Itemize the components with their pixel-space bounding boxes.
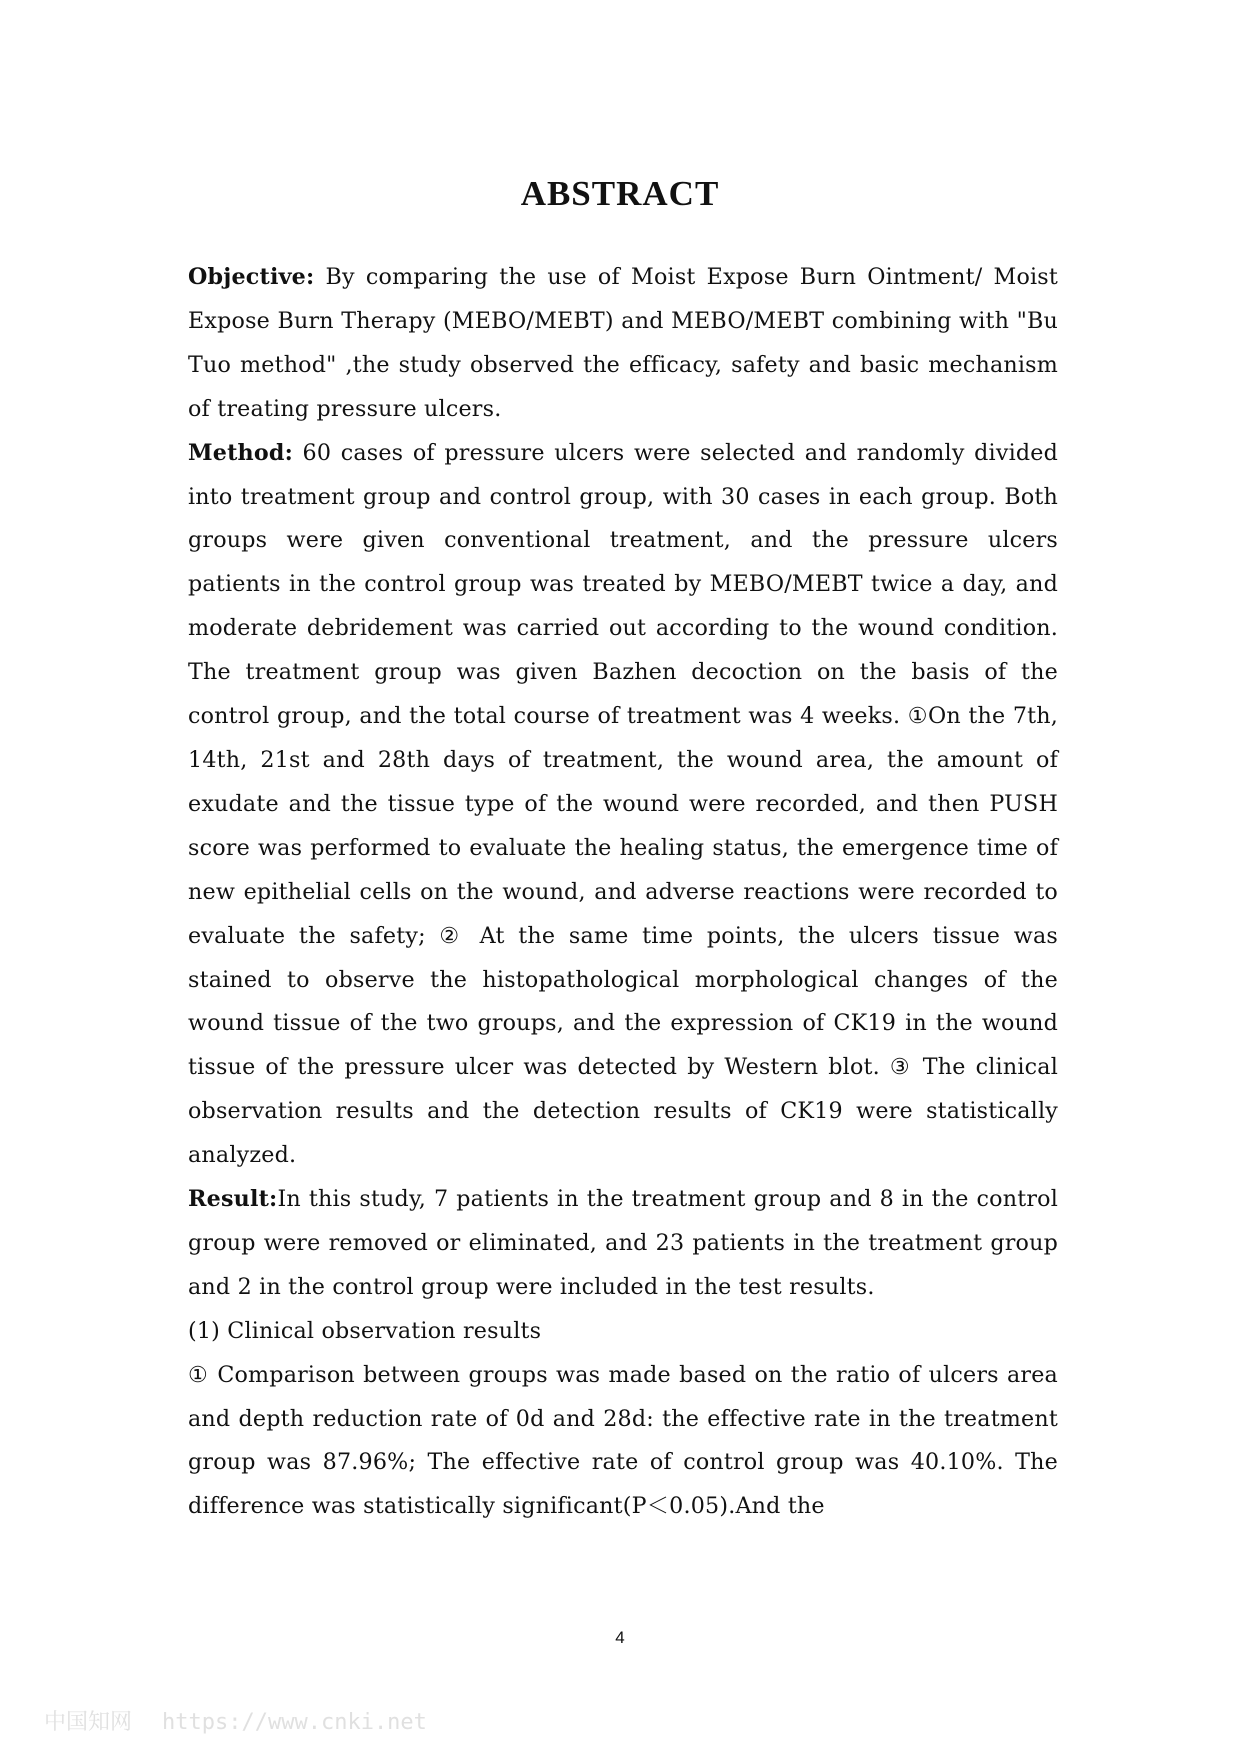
method-text: 60 cases of pressure ulcers were selected and randomly divided into treatment group and control group, with 30 cases in each group. Both groups were given conventional treatment, and the pressure ulcers patients in the control group was treated by MEBO/MEBT twice a day, and moderate debridement was carried out according to the wound condition. The treatment group was given Bazhen decoction on the basis of the control group, and the total course of treatment was 4 weeks. ①On the 7th, 14th, 21st and 28th days of treatment, the wound area, the amount of exudate and the tissue type of the wound were recorded, and then PUSH score was performed to evaluate the healing status, the emergence time of new epithelial cells on the wound, and adverse reactions were recorded to evaluate the safety; ② At the same time points, the ulcers tissue was stained to observe the histopathological morphological changes of the wound tissue of the two groups, and the expression of CK19 in the wound tissue of the pressure ulcer was detected by Western blot. ③ The clinical observation results and the detection results of CK19 were statistically analyzed. — [188, 439, 1058, 1169]
abstract-body — [188, 256, 1058, 1529]
result-text: In this study, 7 patients in the treatment group and 8 in the control group were removed or eliminated, and 23 patients in the treatment group and 2 in the control group were included in the test results. — [188, 1186, 1058, 1300]
clinical-heading: (1) Clinical observation results — [188, 1317, 542, 1344]
result-paragraph — [188, 1178, 1058, 1310]
page-number: 4 — [615, 1628, 625, 1647]
objective-text: By comparing the use of Moist Expose Burn Ointment/ Moist Expose Burn Therapy (MEBO/MEBT) and MEBO/MEBT combining with "Bu Tuo method" ,the study observed the efficacy, safety and basic mechanism of treating pressure ulcers. — [188, 264, 1058, 422]
clinical-paragraph: ① Comparison between groups was made based on the ratio of ulcers area and depth reduction rate of 0d and 28d: the effective rate in the treatment group was 87.96%; The effective rate of control group was 40.10%. The difference was statistically significant(P＜0.05).And the — [188, 1361, 1058, 1520]
watermark-url: https://www.cnki.net — [162, 1710, 427, 1735]
objective-label: Objective: — [188, 264, 315, 290]
page-title: ABSTRACT — [520, 174, 720, 213]
method-label: Method: — [188, 439, 293, 466]
objective-paragraph — [188, 256, 1058, 432]
watermark-brand: 中国知网 — [44, 1710, 133, 1735]
result-label: Result: — [188, 1186, 278, 1213]
cnki-watermark — [44, 1705, 427, 1736]
method-paragraph — [188, 432, 1058, 1178]
